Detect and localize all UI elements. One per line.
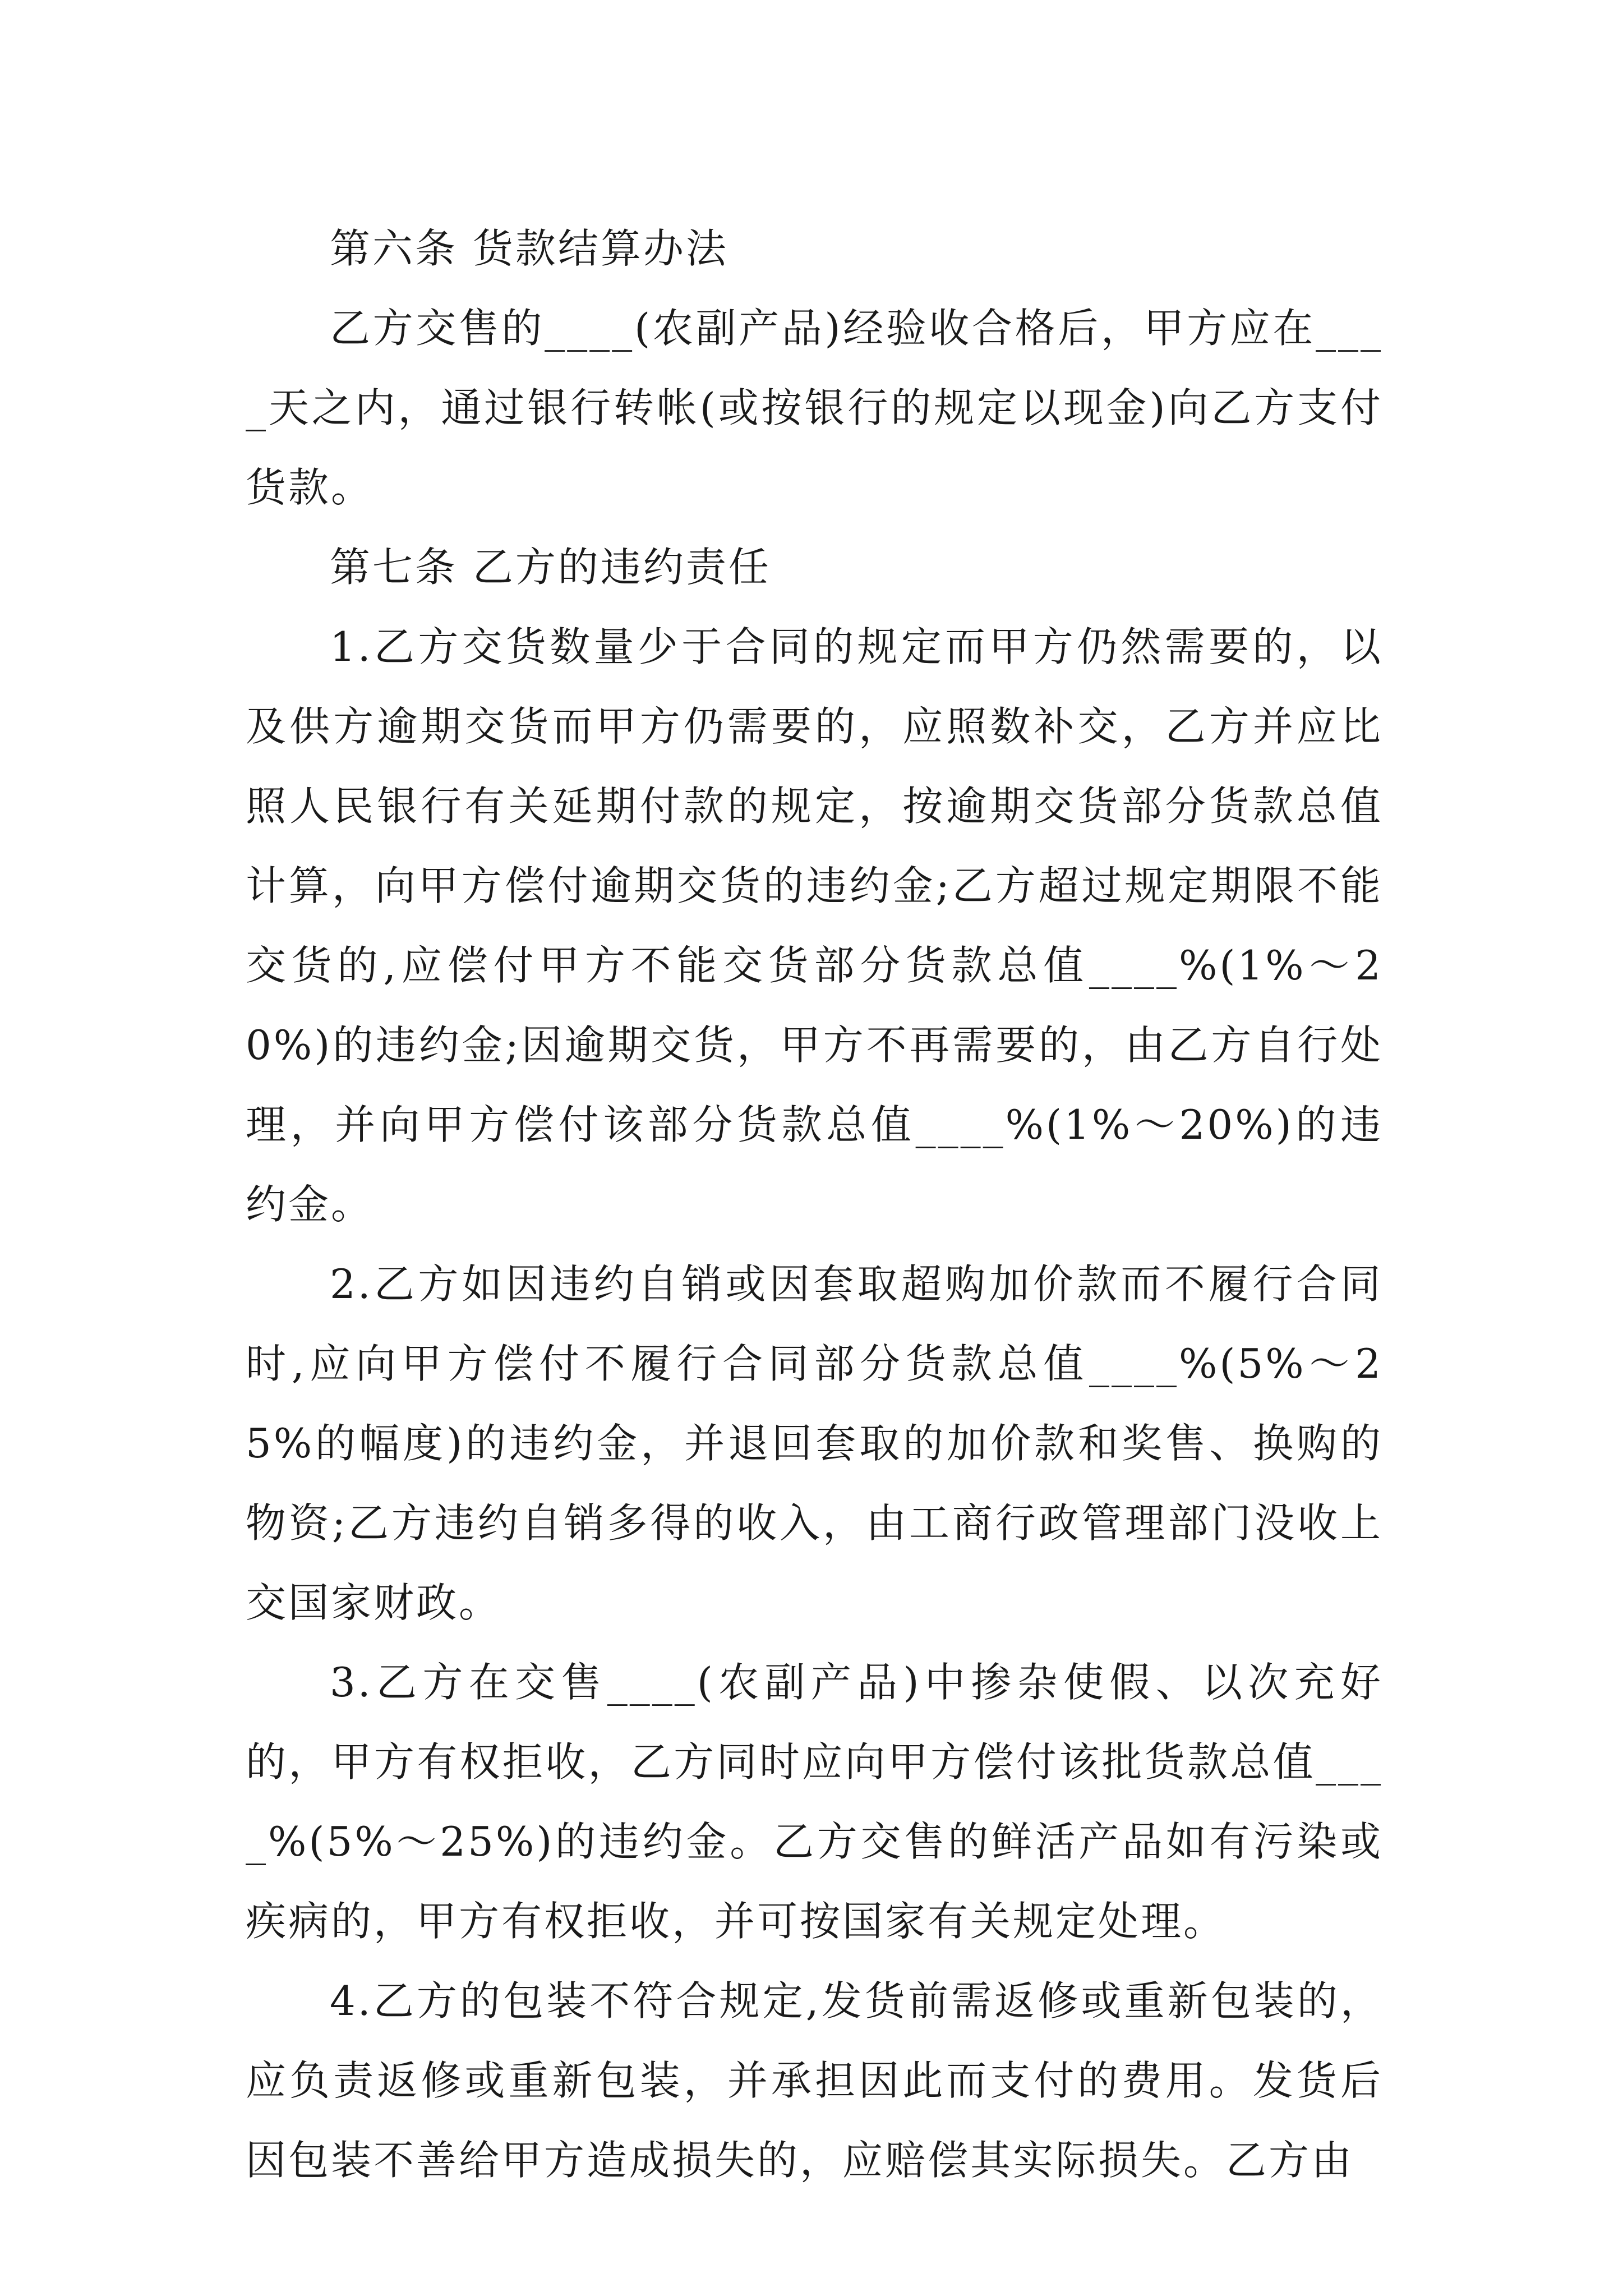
article-7-item-4: 4.乙方的包装不符合规定,发货前需返修或重新包装的，应负责返修或重新包装，并承担因此而支付的费用。发货后因包装不善给甲方造成损失的，应赔偿其实际损失。乙方由 — [246, 1977, 1383, 2184]
article-6-heading: 第六条 货款结算办法 — [330, 225, 728, 272]
article-7-item-2: 2.乙方如因违约自销或因套取超购加价款而不履行合同时,应向甲方偿付不履行合同部分货款总值____%(5%～25%的幅度)的违约金，并退回套取的加价款和奖售、换购的物资;乙方违约自销多得的收入，由工商行政管理部门没收上交国家财政。 — [246, 1260, 1383, 1626]
article-7-heading: 第七条 乙方的违约责任 — [330, 544, 771, 591]
article-6-paragraph: 乙方交售的____(农副产品)经验收合格后，甲方应在____天之内，通过银行转帐(或按银行的规定以现金)向乙方支付货款。 — [246, 305, 1383, 511]
article-7-item-1: 1.乙方交货数量少于合同的规定而甲方仍然需要的，以及供方逾期交货而甲方仍需要的，应照数补交，乙方并应比照人民银行有关延期付款的规定，按逾期交货部分货款总值计算，向甲方偿付逾期交货的违约金;乙方超过规定期限不能交货的,应偿付甲方不能交货部分货款总值____%(1%～20%)的违约金;因逾期交货，甲方不再需要的，由乙方自行处理，并向甲方偿付该部分货款总值____%(1%～20%)的违约金。 — [246, 623, 1383, 1228]
article-7-item-3: 3.乙方在交售____(农副产品)中掺杂使假、以次充好的，甲方有权拒收，乙方同时应向甲方偿付该批货款总值____%(5%～25%)的违约金。乙方交售的鲜活产品如有污染或疾病的，甲方有权拒收，并可按国家有关规定处理。 — [246, 1659, 1383, 1945]
document-page — [246, 209, 1383, 2200]
